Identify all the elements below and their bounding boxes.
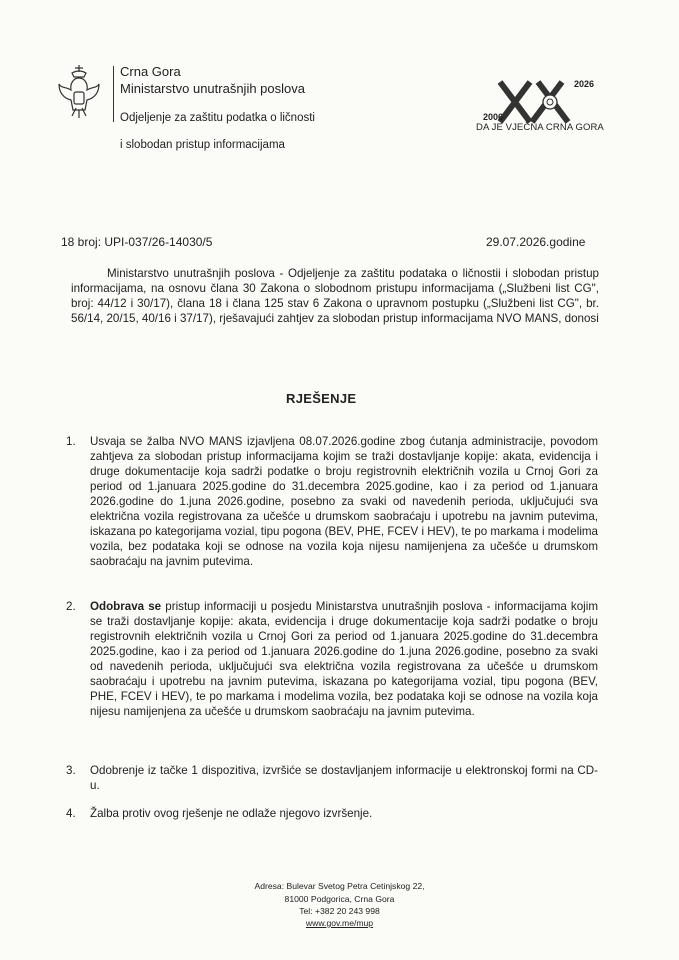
decision-heading: RJEŠENJE — [286, 391, 357, 406]
intro-text: Ministarstvo unutrašnjih poslova - Odjeljenje za zaštitu podataka o ličnostii i slobodan pristup informacijama, na osnovu člana 30 Zakona o slobodnom pristupu informacijama („Službeni list CG", broj: 44/12 i 30/17), člana 18 i člana 125 stav 6 Zakona o upravnom postupku („Službeni list CG", br. 56/14, 20/15, 40/16 i 37/17), rješavajući zahtjev za slobodan pristup informacijama NVO MANS, donosi — [71, 267, 599, 325]
document-date: 29.07.2026.godine — [486, 235, 586, 249]
decision-item-1 — [66, 434, 598, 569]
item-text: pristup informaciji u posjedu Ministarstva unutrašnjih poslova - informacijama kojim se traži dostavljanje kopije: akata, evidencija i druge dokumentacije koja sadrži podatke o broju registrovnih električnih vozila u Crnoj Gori za period od 1.januara 2025.godine do 31.decembra 2025.godine, kao i za period od 1.januara 2026.godine do 1.juna 2026.godine, posebno za svaki od navedenih perioda, uključujući sva električna vozila registrovana za učešće u drumskom saobraćaju i upotrebu na javnim putevima, iskazana po kategorijama vozial, tipu pogona (BEV, PHE, FCEV i HEV), te po markama i modelima vozila, bez podataka koji se odnose na vozila koja nijesu namijenjena za učešće u drumskom saobraćaju na javnim putevima. — [90, 600, 598, 718]
header-department-line1: Odjeljenje za zaštitu podatka o ličnosti — [120, 112, 315, 124]
item-bold-text: Odobrava se — [90, 600, 162, 613]
item-number: 3. — [66, 764, 76, 777]
reference-number: 18 broj: UPI-037/26-14030/5 — [61, 235, 213, 249]
logo-year-right: 2026 — [574, 79, 595, 89]
header-country: Crna Gora — [120, 64, 181, 79]
logo-tagline: DA JE VJEČNA CRNA GORA — [476, 122, 604, 133]
header-department-line2: i slobodan pristup informacijama — [120, 139, 285, 151]
item-text: Usvaja se žalba NVO MANS izjavljena 08.07.2026.godine zbog ćutanja administracije, povodom zahtjeva za slobodan pristup informacijama kojim se traži dostavljanje kopije: akata, evidencija i druge dokumentacije koja sadrži podatke o broju registrovnih električnih vozila u Crnoj Gori za period od 1.januara 2025.godine do 31.decembra 2025.godine, kao i za period od 1.januara 2026.godine do 1.juna 2026.godine, posebno za svaki od navedenih perioda, uključujući sva električna vozila registrovana za učešće u drumskom saobraćaju i upotrebu na javnim putevima, iskazana po kategorijama vozial, tipu pogona (BEV, PHE, FCEV i HEV), te po markama i modelima vozila, bez podataka koji se odnose na vozila koja nijesu namijenjena za učešće u drumskom saobraćaju na javnim putevima. — [90, 435, 598, 568]
montenegro-coat-of-arms-icon — [58, 64, 100, 120]
item-number: 4. — [66, 807, 76, 820]
decision-item-3 — [66, 763, 598, 793]
footer-website-link[interactable]: www.gov.me/mup — [305, 918, 374, 928]
item-number: 2. — [66, 600, 76, 613]
decision-item-4 — [66, 806, 598, 821]
decision-item-2 — [66, 599, 598, 719]
footer-city: 81000 Podgorica, Crna Gora — [284, 894, 395, 904]
logo-year-left: 2006 — [483, 112, 504, 122]
item-text: Žalba protiv ovog rješenje ne odlaže njegovo izvršenje. — [90, 807, 373, 820]
item-text: Odobrenje iz tačke 1 dispozitiva, izvršiće se dostavljanjem informacije u elektronskoj formi na CD-u. — [90, 764, 598, 792]
footer-address: Adresa: Bulevar Svetog Petra Cetinjskog 22, — [254, 881, 425, 891]
footer-phone: Tel: +382 20 243 998 — [299, 906, 380, 916]
header-ministry: Ministarstvo unutrašnjih poslova — [120, 81, 305, 96]
header-divider — [113, 66, 114, 122]
item-number: 1. — [66, 435, 76, 448]
intro-paragraph — [71, 266, 599, 326]
